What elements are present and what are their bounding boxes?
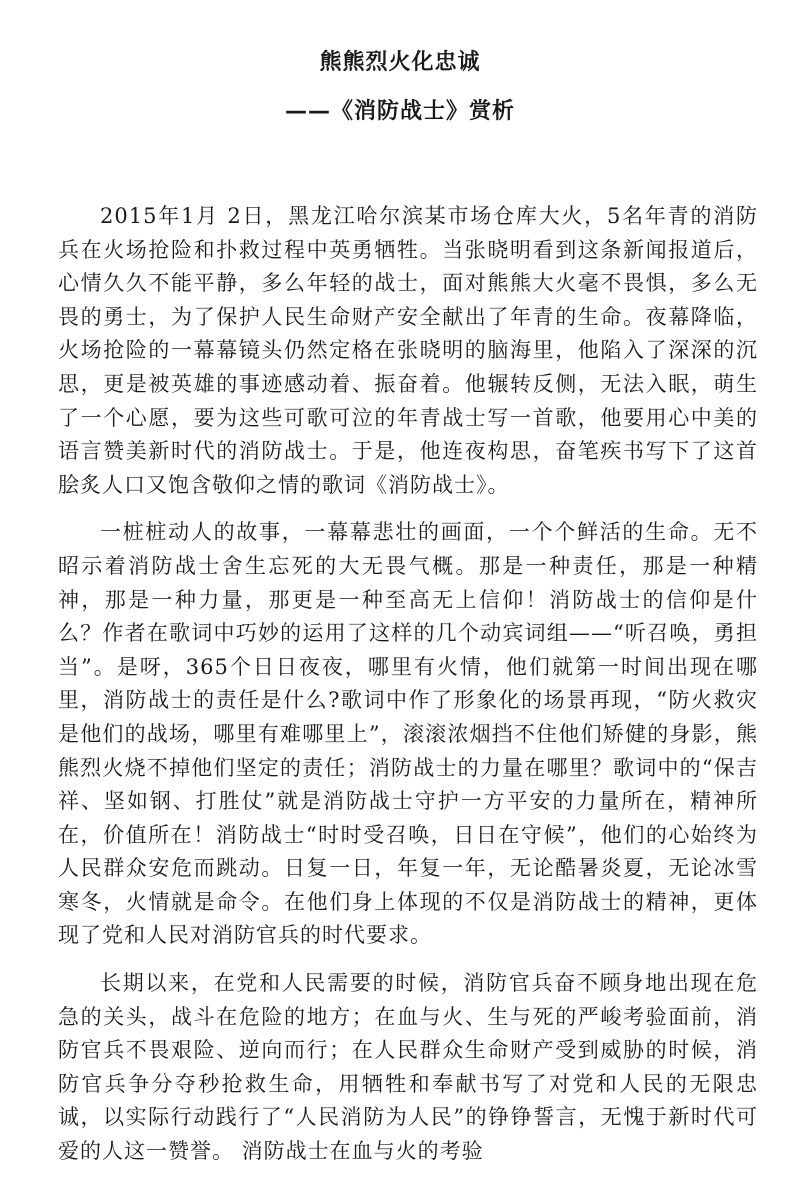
paragraph-2: 一桩桩动人的故事，一幕幕悲壮的画面，一个个鲜活的生命。无不昭示着消防战士舍生忘死的大无畏气概。那是一种责任，那是一种精神，那是一种力量，那更是一种至高无上信仰！消防战士的信仰是什么？作者在歌词中巧妙的运用了这样的几个动宾词组——“听召唤，勇担当”。是呀，365个日日夜夜，哪里有火情，他们就第一时间出现在哪里，消防战士的责任是什么?歌词中作了形象化的场景再现，“防火救灾是他们的战场，哪里有难哪里上”，滚滚浓烟挡不住他们矫健的身影，熊熊烈火烧不掉他们坚定的责任；消防战士的力量在哪里？歌词中的“保吉祥、坚如钢、打胜仗”就是消防战士守护一方平安的力量所在，精神所在，价值所在！消防战士“时时受召唤，日日在守候”，他们的心始终为人民群众安危而跳动。日复一日，年复一年，无论酷暑炎夏，无论冰雪寒冬，火情就是命令。在他们身上体现的不仅是消防战士的精神，更体现了党和人民对消防官兵的时代要求。 (58, 520, 758, 948)
paragraph-1: 2015年1月 2日，黑龙江哈尔滨某市场仓库大火，5名年青的消防兵在火场抢险和扑救过程中英勇牺牲。当张晓明看到这条新闻报道后，心情久久不能平静，多么年轻的战士，面对熊熊大火毫不畏惧，多么无畏的勇士，为了保护人民生命财产安全献出了年青的生命。夜幕降临，火场抢险的一幕幕镜头仍然定格在张晓明的脑海里，他陷入了深深的沉思，更是被英雄的事迹感动着、振奋着。他辗转反侧，无法入眠，萌生了一个心愿，要为这些可歌可泣的年青战士写一首歌，他要用心中美的语言赞美新时代的消防战士。于是，他连夜构思，奋笔疾书写下了这首脍炙人口又饱含敬仰之情的歌词《消防战士》。 (58, 204, 758, 497)
document-title: 熊熊烈火化忠诚 (319, 50, 481, 75)
document-subtitle: ——《消防战士》赏析 (284, 99, 515, 124)
article-body (58, 200, 758, 1183)
paragraph-3: 长期以来，在党和人民需要的时候，消防官兵奋不顾身地出现在危急的关头，战斗在危险的地方；在血与火、生与死的严峻考验面前，消防官兵不畏艰险、逆向而行；在人民群众生命财产受到威胁的时候，消防官兵争分夺秒抢救生命，用牺牲和奉献书写了对党和人民的无限忠诚，以实际行动践行了“人民消防为人民”的铮铮誓言，无愧于新时代可爱的人这一赞誉。 消防战士在血与火的考验 (58, 971, 758, 1164)
